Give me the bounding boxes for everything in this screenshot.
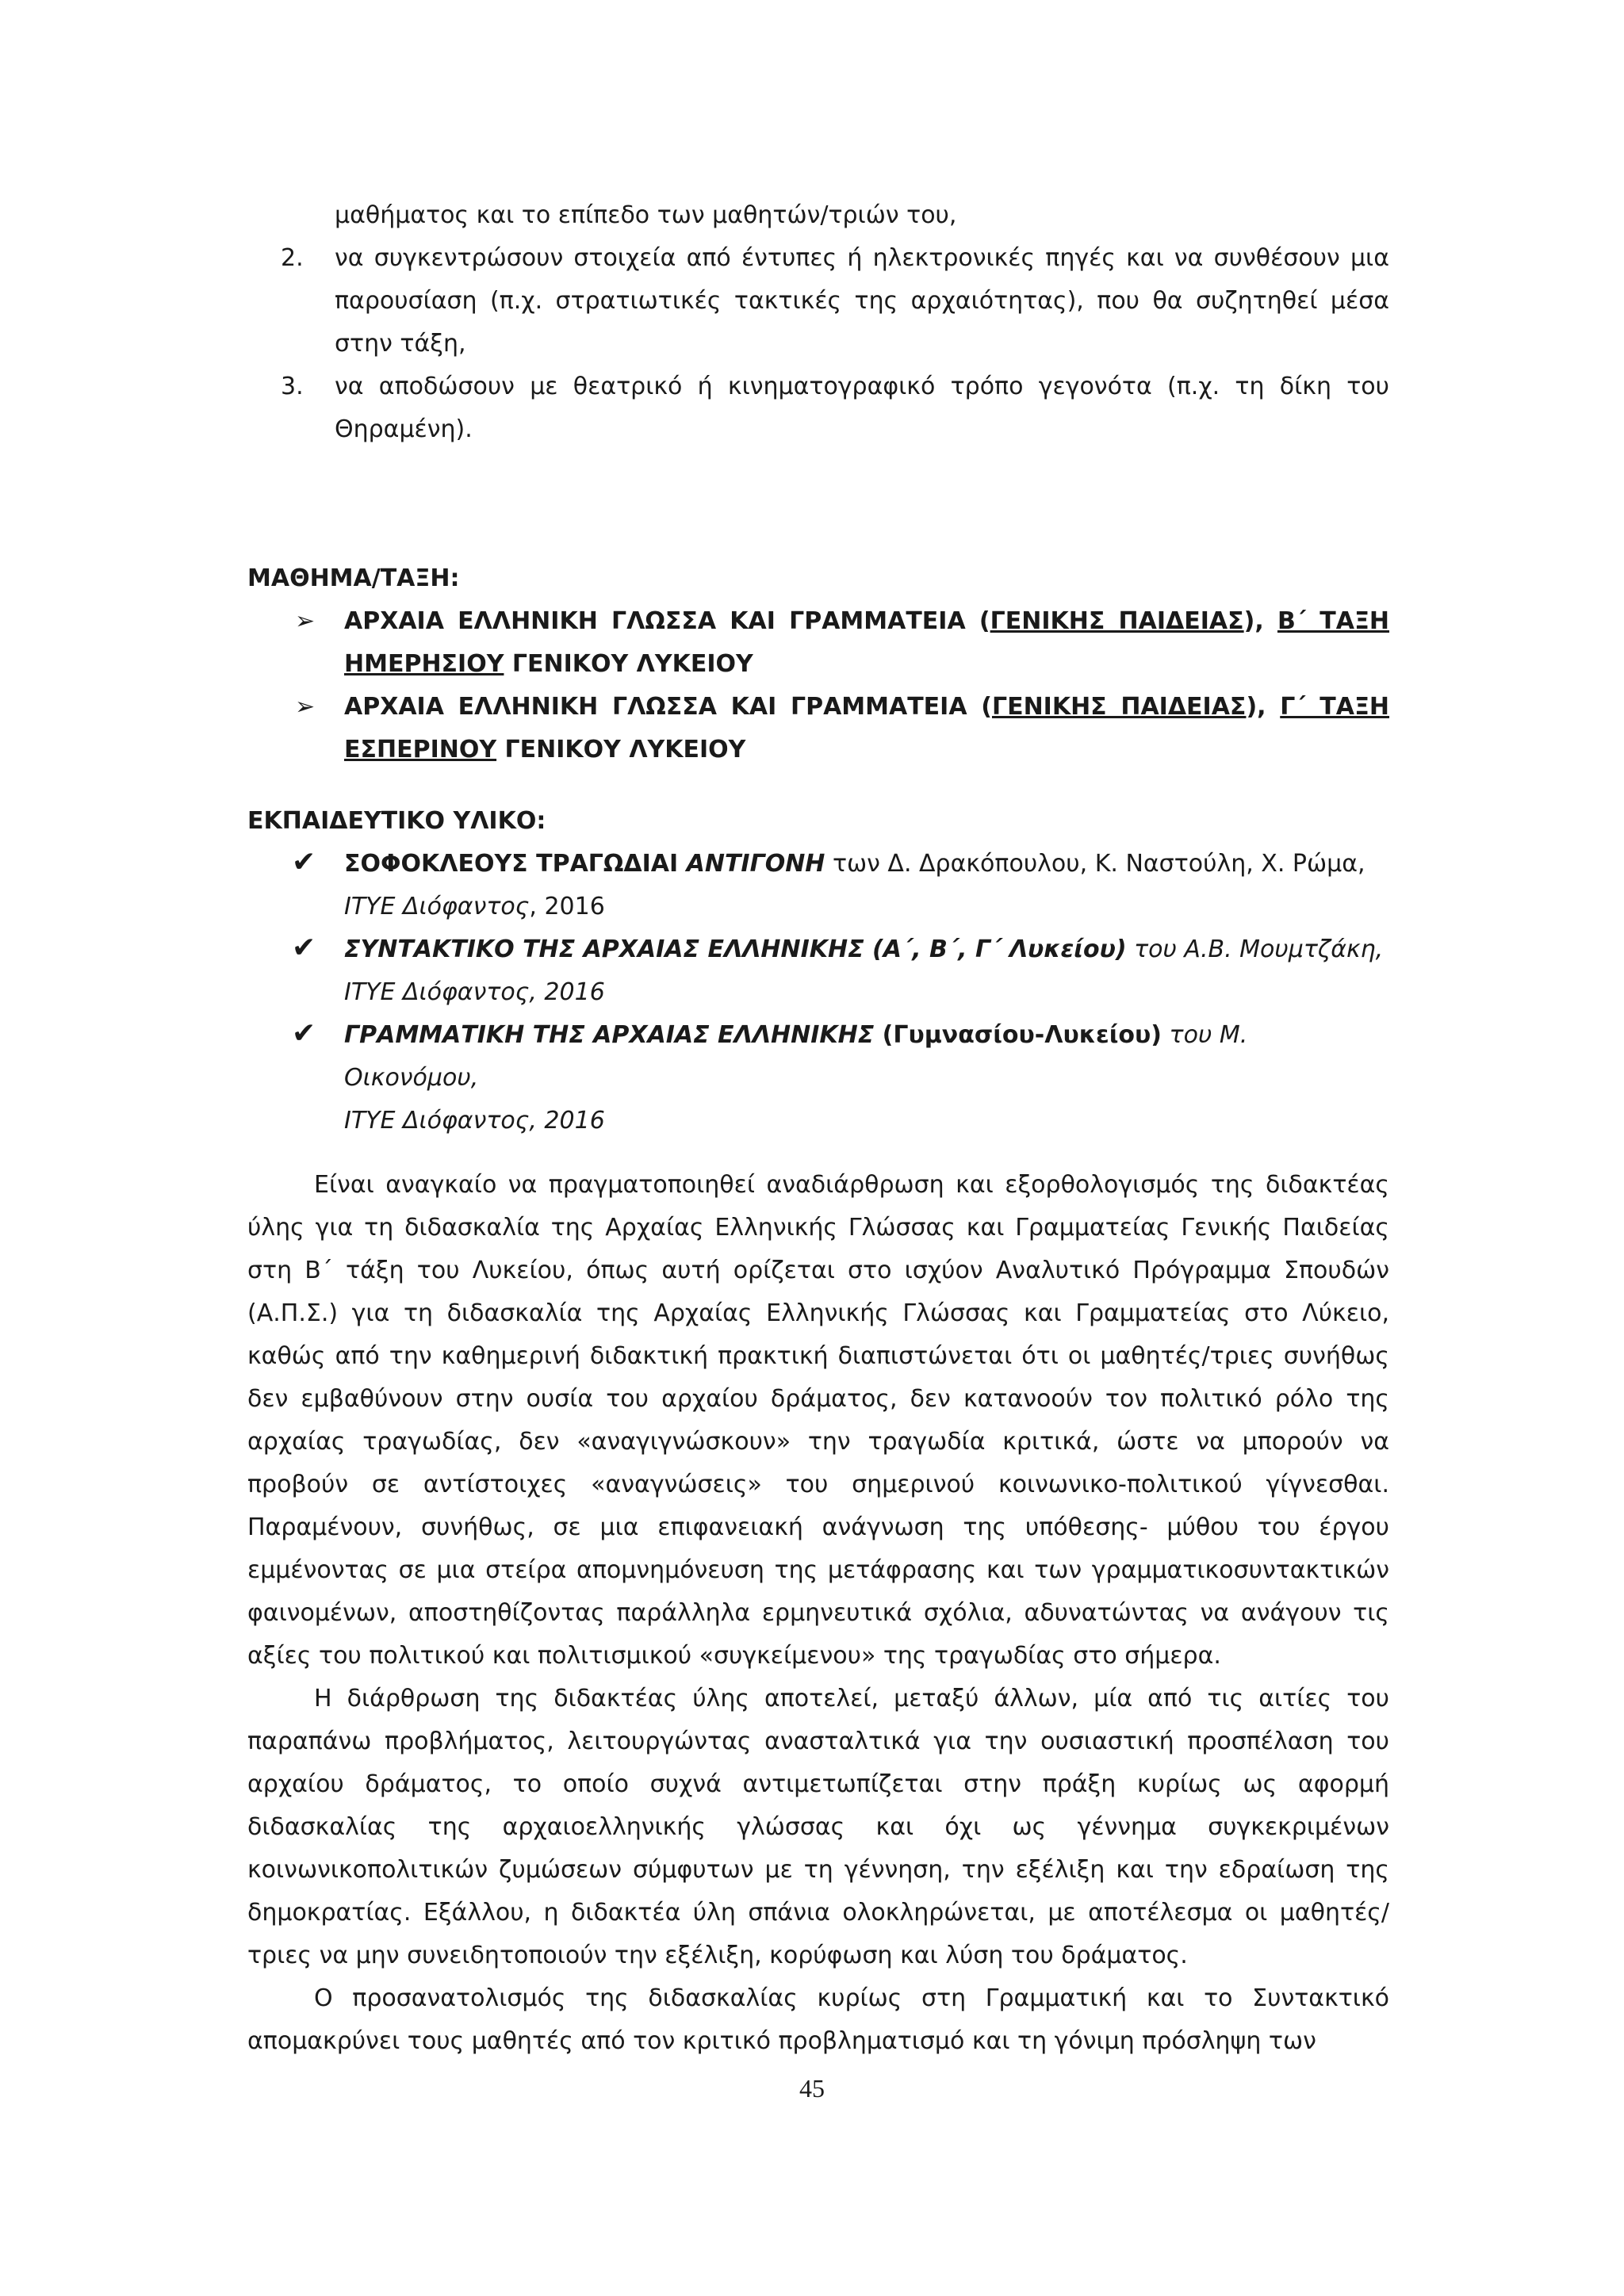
arrowhead-bullet-icon: ➢ [295, 693, 316, 721]
checkmark-bullet-icon: ✔ [292, 932, 316, 964]
list-continuation: μαθήματος και το επίπεδο των μαθητών/τριών του, [335, 201, 957, 229]
numbered-list [247, 194, 1389, 451]
course-text: ), [1243, 607, 1277, 635]
body-text [247, 1164, 1389, 2063]
material-publisher: ΙΤΥΕ Διόφαντος, 2016 [344, 978, 605, 1006]
material-text: (Γυμνασίου-Λυκείου) [874, 1021, 1162, 1049]
course-underlined: ΓΕΝΙΚΗΣ ΠΑΙΔΕΙΑΣ [990, 607, 1244, 635]
material-text: του Α.Β. Μουμτζάκη, [1126, 936, 1384, 963]
paragraph: Η διάρθρωση της διδακτέας ύλης αποτελεί, μεταξύ άλλων, μία από τις αιτίες του παραπάνω προβλήματος, λειτουργώντας ανασταλτικά για την ουσιαστική προσπέλαση του αρχαίου δράματος, το οποίο συχνά αντιμετωπίζεται στην πράξη κυρίως ως αφορμή διδασκαλίας της αρχαιοελληνικής γλώσσας και όχι ως γέννημα συγκεκριμένων κοινωνικοπολιτικών ζυμώσεων σύμφυτων με τη γέννηση, την εξέλιξη και την εδραίωση της δημοκρατίας. Εξάλλου, η διδακτέα ύλη σπάνια ολοκληρώνεται, με αποτέλεσμα οι μαθητές/τριες να μην συνειδητοποιούν την εξέλιξη, κορύφωση και λύση του δράματος. [247, 1685, 1389, 1969]
course-underlined: Γ΄ ΤΑΞΗ ΕΣΠΕΡΙΝΟΥ [344, 693, 1390, 763]
section-heading: ΜΑΘΗΜΑ/ΤΑΞΗ: [247, 564, 460, 592]
course-text: ΓΕΝΙΚΟΥ ΛΥΚΕΙΟΥ [496, 736, 746, 763]
arrowhead-bullet-icon: ➢ [295, 607, 316, 635]
material-item [247, 928, 1389, 1014]
list-item-text: να συγκεντρώσουν στοιχεία από έντυπες ή ηλεκτρονικές πηγές και να συνθέσουν μια παρουσίαση (π.χ. στρατιωτικές τακτικές της αρχαιότητας), που θα συζητηθεί μέσα στην τάξη, [335, 244, 1389, 358]
course-text: ), [1246, 693, 1281, 721]
course-text: ΑΡΧΑΙΑ ΕΛΛΗΝΙΚΗ ΓΛΩΣΣΑ ΚΑΙ ΓΡΑΜΜΑΤΕΙΑ ( [344, 693, 992, 721]
material-text: , 2016 [529, 893, 605, 920]
list-item-text: να αποδώσουν με θεατρικό ή κινηματογραφικό τρόπο γεγονότα (π.χ. τη δίκη του Θηραμένη). [335, 373, 1389, 443]
material-item [247, 1014, 1389, 1142]
checkmark-bullet-icon: ✔ [292, 846, 316, 878]
list-item [247, 365, 1389, 451]
course-section [247, 557, 1389, 771]
course-text: ΓΕΝΙΚΟΥ ΛΥΚΕΙΟΥ [504, 650, 753, 678]
course-item [247, 686, 1389, 771]
course-item [247, 600, 1389, 686]
material-text: ΣΟΦΟΚΛΕΟΥΣ ΤΡΑΓΩΔΙΑΙ [344, 850, 687, 878]
material-title: ΓΡΑΜΜΑΤΙΚΗ ΤΗΣ ΑΡΧΑΙΑΣ ΕΛΛΗΝΙΚΗΣ [344, 1021, 875, 1049]
list-number: 2. [281, 244, 304, 272]
material-title: ΣΥΝΤΑΚΤΙΚΟ ΤΗΣ ΑΡΧΑΙΑΣ ΕΛΛΗΝΙΚΗΣ (Α΄, Β΄, Γ΄ Λυκείου) [344, 936, 1127, 963]
list-item [247, 237, 1389, 365]
paragraph: Είναι αναγκαίο να πραγματοποιηθεί αναδιάρθρωση και εξορθολογισμός της διδακτέας ύλης για τη διδασκαλία της Αρχαίας Ελληνικής Γλώσσας και Γραμματείας Γενικής Παιδείας στη Β΄ τάξη του Λυκείου, όπως αυτή ορίζεται στο ισχύον Αναλυτικό Πρόγραμμα Σπουδών (Α.Π.Σ.) για τη διδασκαλία της Αρχαίας Ελληνικής Γλώσσας και Γραμματείας στο Λύκειο, καθώς από την καθημερινή διδακτική πρακτική διαπιστώνεται ότι οι μαθητές/τριες συνήθως δεν εμβαθύνουν στην ουσία του αρχαίου δράματος, δεν κατανοούν τον πολιτικό ρόλο της αρχαίας τραγωδίας, δεν «αναγιγνώσκουν» την τραγωδία κριτικά, ώστε να μπορούν να προβούν σε αντίστοιχες «αναγνώσεις» του σημερινού κοινωνικο-πολιτικού γίγνεσθαι. Παραμένουν, συνήθως, σε μια επιφανειακή ανάγνωση της υπόθεσης- μύθου του έργου εμμένοντας σε μια στείρα απομνημόνευση της μετάφρασης και των γραμματικοσυντακτικών φαινομένων, αποστηθίζοντας παράλληλα ερμηνευτικά σχόλια, αδυνατώντας να ανάγουν τις αξίες του πολιτικού και πολιτισμικού «συγκείμενου» της τραγωδίας στο σήμερα. [247, 1171, 1389, 1670]
course-underlined: Β΄ ΤΑΞΗ ΗΜΕΡΗΣΙΟΥ [344, 607, 1390, 678]
material-publisher: ΙΤΥΕ Διόφαντος, 2016 [344, 1107, 605, 1135]
material-text: των Δ. Δρακόπουλου, Κ. Ναστούλη, Χ. Ρώμα, [825, 850, 1365, 878]
material-title: ΑΝΤΙΓΟΝΗ [686, 850, 825, 878]
paragraph: Ο προσανατολισμός της διδασκαλίας κυρίως στη Γραμματική και το Συντακτικό απομακρύνει τους μαθητές από τον κριτικό προβληματισμό και τη γόνιμη πρόσληψη των [247, 1984, 1389, 2055]
course-text: ΑΡΧΑΙΑ ΕΛΛΗΝΙΚΗ ΓΛΩΣΣΑ ΚΑΙ ΓΡΑΜΜΑΤΕΙΑ ( [344, 607, 990, 635]
material-text: του Μ. Οικονόμου, [344, 1021, 1248, 1092]
material-publisher: ΙΤΥΕ Διόφαντος [344, 893, 530, 920]
page-number: 45 [799, 2074, 825, 2103]
checkmark-bullet-icon: ✔ [292, 1017, 316, 1050]
material-section [247, 800, 1389, 1142]
section-heading: ΕΚΠΑΙΔΕΥΤΙΚΟ ΥΛΙΚΟ: [247, 807, 546, 835]
material-item [247, 843, 1389, 928]
list-number: 3. [281, 373, 304, 400]
course-underlined: ΓΕΝΙΚΗΣ ΠΑΙΔΕΙΑΣ [991, 693, 1247, 721]
